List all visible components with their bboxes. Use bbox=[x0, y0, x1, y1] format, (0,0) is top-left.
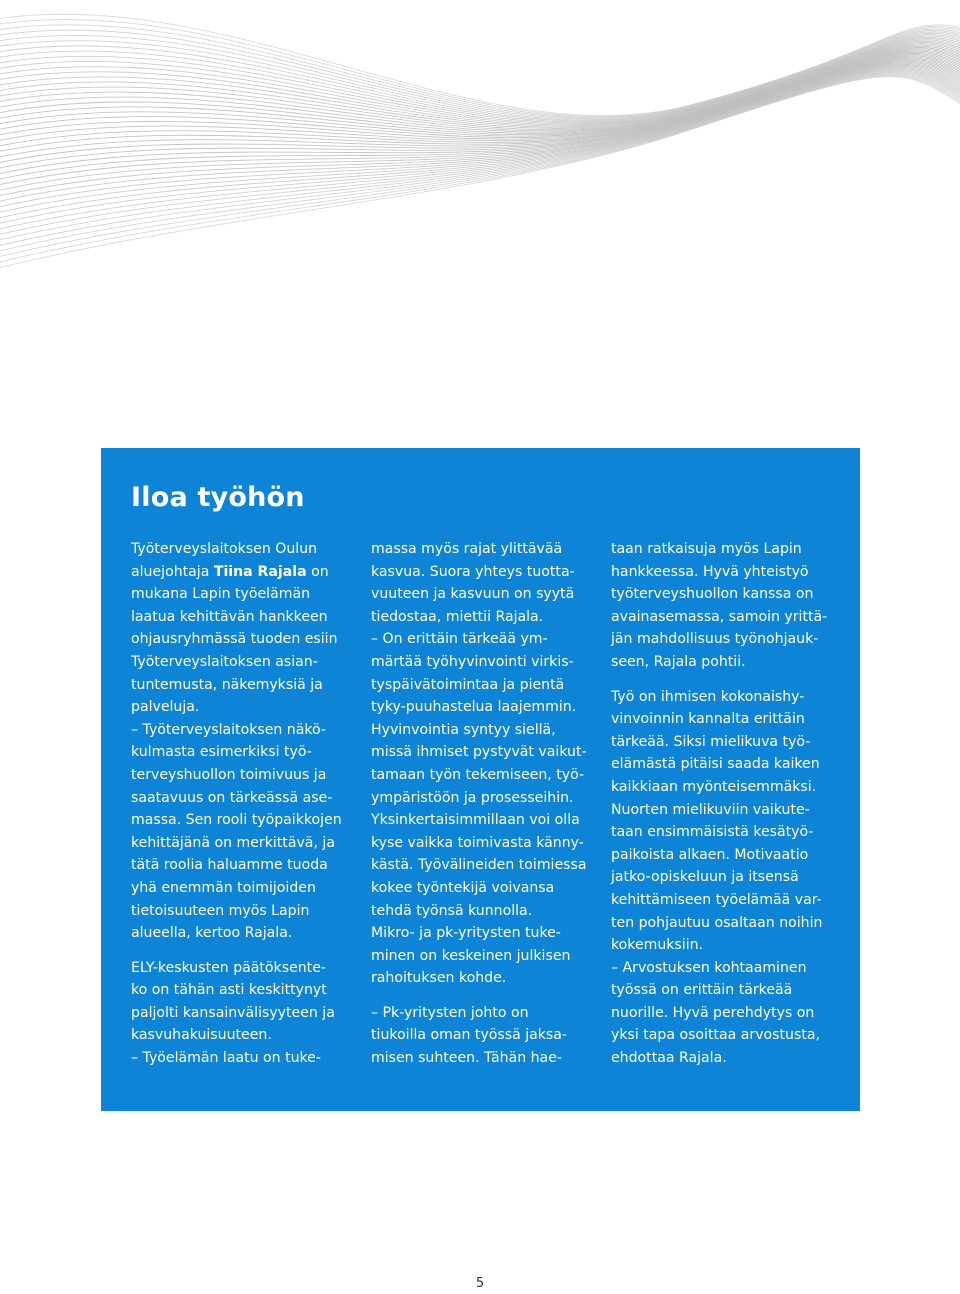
text-line: terveyshuollon toimivuus ja bbox=[131, 766, 327, 783]
text-line: missä ihmiset pystyvät vaikut- bbox=[371, 744, 587, 761]
text-line: alueella, kertoo Rajala. bbox=[131, 925, 293, 942]
text-line: ehdottaa Rajala. bbox=[611, 1050, 727, 1067]
decorative-wave-lines bbox=[0, 0, 960, 300]
text-line: ten pohjautuu osaltaan noihin bbox=[611, 914, 823, 931]
paragraph-gap bbox=[371, 990, 593, 1002]
text-line: märtää työhyvinvointi virkis- bbox=[371, 653, 574, 670]
text-line: tyky-puuhastelua laajemmin. bbox=[371, 699, 577, 716]
text-line: tamaan työn tekemiseen, työ- bbox=[371, 766, 585, 783]
text-line: Työterveyslaitoksen asian- bbox=[131, 653, 318, 670]
text-line: kehittäjänä on merkittävä, ja bbox=[131, 834, 335, 851]
text-line: rahoituksen kohde. bbox=[371, 970, 507, 987]
text-line: vinvoinnin kannalta erittäin bbox=[611, 711, 805, 728]
text-line: kokemuksiin. bbox=[611, 937, 704, 954]
text-line: Hyvinvointia syntyy siellä, bbox=[371, 721, 556, 738]
text-line: kulmasta esimerkiksi työ- bbox=[131, 744, 312, 761]
paragraph-gap bbox=[611, 674, 833, 686]
text-line: nuorille. Hyvä perehdytys on bbox=[611, 1004, 815, 1021]
text-line: kyse vaikka toimivasta känny- bbox=[371, 834, 584, 851]
page-number: 5 bbox=[475, 1276, 485, 1291]
article-box bbox=[101, 448, 860, 1111]
text-line: palveluja. bbox=[131, 699, 200, 716]
text-line: tietoisuuteen myös Lapin bbox=[131, 902, 310, 919]
text-line: työterveyshuollon kanssa on bbox=[611, 586, 814, 603]
text-line: ohjausryhmässä tuoden esiin bbox=[131, 631, 338, 648]
text-line: kästä. Työvälineiden toimiessa bbox=[371, 857, 587, 874]
text-line: tätä roolia haluamme tuoda bbox=[131, 857, 328, 874]
text-line: avainasemassa, samoin yrittä- bbox=[611, 608, 828, 625]
text-line: mukana Lapin työelämän bbox=[131, 586, 311, 603]
wave-line bbox=[0, 50, 960, 136]
text-line: – Työterveyslaitoksen näkö- bbox=[131, 721, 326, 738]
text-line: paikoista alkaen. Motivaatio bbox=[611, 846, 809, 863]
text-line: tiukoilla oman työssä jaksa- bbox=[371, 1027, 567, 1044]
text-line: yksi tapa osoittaa arvostusta, bbox=[611, 1027, 820, 1044]
text-line: ympäristöön ja prosesseihin. bbox=[371, 789, 574, 806]
text-line: – Työelämän laatu on tuke- bbox=[131, 1050, 321, 1067]
text-line: – On erittäin tärkeää ym- bbox=[371, 631, 548, 648]
text-line: taan ensimmäisistä kesätyö- bbox=[611, 824, 814, 841]
text-line: työssä on erittäin tärkeää bbox=[611, 982, 793, 999]
text-line: Työterveyslaitoksen Oulun bbox=[131, 541, 318, 557]
text-line: massa. Sen rooli työpaikkojen bbox=[131, 812, 342, 829]
text-line: yhä enemmän toimijoiden bbox=[131, 879, 316, 896]
text-column-1 bbox=[131, 538, 353, 1070]
text-line: kasvuhakuisuuteen. bbox=[131, 1027, 272, 1044]
paragraph-gap bbox=[131, 945, 353, 957]
text-line: ELY-keskusten päätöksente- bbox=[131, 959, 326, 976]
text-line: jän mahdollisuus työnohjauk- bbox=[611, 631, 819, 648]
text-line: kokee työntekijä voivansa bbox=[371, 879, 555, 896]
text-line: – Pk-yritysten johto on bbox=[371, 1004, 529, 1021]
text-line: Yksinkertaisimmillaan voi olla bbox=[371, 812, 580, 829]
text-line: kehittämiseen työelämää var- bbox=[611, 891, 822, 908]
text-line: massa myös rajat ylittävää bbox=[371, 541, 563, 557]
text-line: seen, Rajala pohtii. bbox=[611, 653, 746, 670]
person-name: Tiina Rajala bbox=[213, 563, 307, 580]
text-column-2 bbox=[371, 538, 593, 1070]
text-line: saatavuus on tärkeässä ase- bbox=[131, 789, 333, 806]
text-line: elämästä pitäisi saada kaiken bbox=[611, 756, 820, 773]
text-line: minen on keskeinen julkisen bbox=[371, 947, 571, 964]
text-line: hankkeessa. Hyvä yhteistyö bbox=[611, 563, 809, 580]
text-line: paljolti kansainvälisyyteen ja bbox=[131, 1004, 335, 1021]
text-line: kasvua. Suora yhteys tuotta- bbox=[371, 563, 575, 580]
text-line: laatua kehittävän hankkeen bbox=[131, 608, 328, 625]
text-line: tyspäivätoimintaa ja pientä bbox=[371, 676, 565, 693]
text-line: tiedostaa, miettii Rajala. bbox=[371, 608, 544, 625]
text-line: vuuteen ja kasvuun on syytä bbox=[371, 586, 575, 603]
article-title: Iloa työhön bbox=[131, 482, 305, 513]
text-line: tuntemusta, näkemyksiä ja bbox=[131, 676, 323, 693]
text-line: tärkeää. Siksi mielikuva työ- bbox=[611, 733, 811, 750]
text-line: misen suhteen. Tähän hae- bbox=[371, 1050, 562, 1067]
text-line: – Arvostuksen kohtaaminen bbox=[611, 959, 807, 976]
text-line: Nuorten mielikuviin vaikute- bbox=[611, 801, 810, 818]
text-line: Mikro- ja pk-yritysten tuke- bbox=[371, 925, 561, 942]
text-line: ko on tähän asti keskittynyt bbox=[131, 982, 327, 999]
text-column-3 bbox=[611, 538, 833, 1070]
text-line: jatko-opiskeluun ja itsensä bbox=[611, 869, 799, 886]
text-line: taan ratkaisuja myös Lapin bbox=[611, 541, 802, 557]
text-line: kaikkiaan myönteisemmäksi. bbox=[611, 778, 817, 795]
text-line: tehdä työnsä kunnolla. bbox=[371, 902, 533, 919]
wave-line bbox=[0, 71, 960, 236]
wave-line bbox=[0, 77, 960, 270]
text-line: aluejohtaja Tiina Rajala on bbox=[131, 563, 329, 580]
text-line: Työ on ihmisen kokonaishy- bbox=[611, 688, 805, 705]
